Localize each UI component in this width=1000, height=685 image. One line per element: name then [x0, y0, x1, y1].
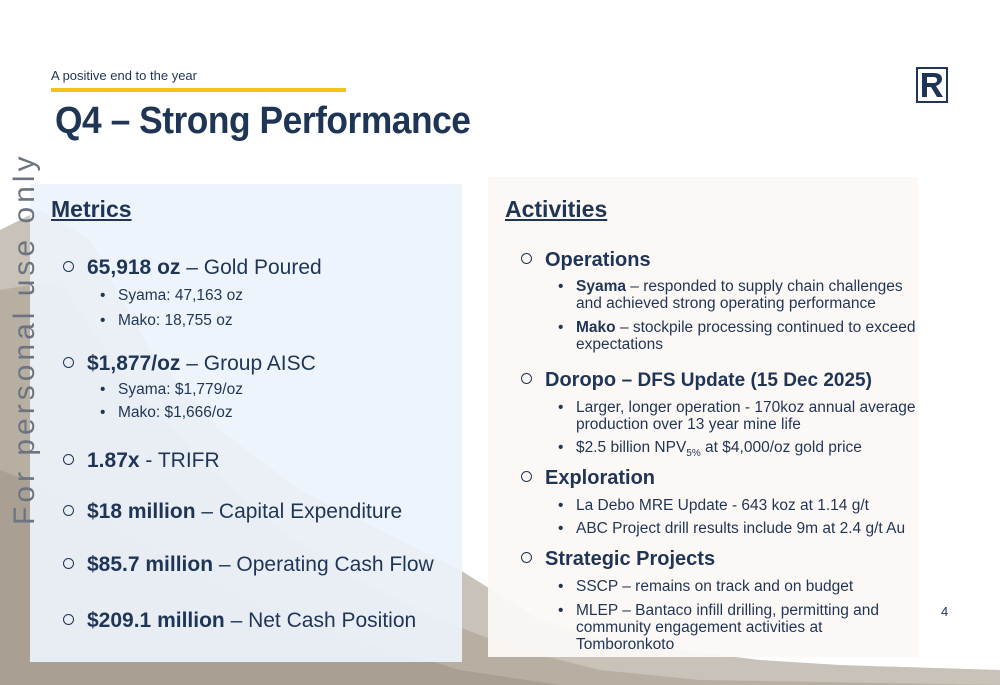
- activity-operations: Operations: [521, 249, 651, 272]
- page-title: Q4 – Strong Performance: [55, 100, 471, 142]
- kicker-underline: [51, 88, 346, 92]
- metric-value: 1.87x: [87, 449, 140, 472]
- doropo-npv-item: • $2.5 billion $NPV_{5\%}$ at $4,000/oz gold price: [558, 439, 862, 460]
- metric-value: $85.7 million: [87, 553, 214, 576]
- metric-label: – Gold Poured: [186, 256, 322, 279]
- metric-operating-cash-flow: [63, 553, 434, 577]
- metrics-heading: Metrics: [51, 196, 132, 222]
- doropo-production-item: • Larger, longer operation - 170koz annual average production over 13 year mine life: [558, 399, 916, 433]
- metric-trifr: [63, 449, 220, 473]
- activity-exploration: Exploration: [521, 467, 655, 490]
- section-kicker: A positive end to the year: [51, 68, 197, 83]
- metric-gold-poured: [63, 256, 322, 280]
- metric-value: $1,877/oz: [87, 352, 181, 375]
- metric-label: - TRIFR: [145, 449, 220, 472]
- metric-group-aisc: [63, 352, 316, 376]
- exploration-abc-item: • ABC Project drill results include 9m at 2.4 g/t Au: [558, 520, 906, 537]
- metric-sub-item: • Mako: $1,666/oz: [100, 404, 233, 421]
- metric-sub-item: • Mako: 18,755 oz: [100, 312, 233, 329]
- metric-label: – Capital Expenditure: [201, 500, 403, 523]
- operations-mako-item: • Mako – stockpile processing continued to exceed expectations: [558, 319, 916, 353]
- circle-bullet-icon: [63, 505, 74, 516]
- exploration-la-debo-item: • La Debo MRE Update - 643 koz at 1.14 g/t: [558, 497, 869, 514]
- metric-label: – Net Cash Position: [230, 609, 417, 632]
- activities-heading: Activities: [505, 196, 608, 222]
- circle-bullet-icon: [63, 261, 74, 272]
- operations-syama-item: • Syama – responded to supply chain challenges and achieved strong operating performance: [558, 278, 903, 312]
- strategic-sscp-item: • SSCP – remains on track and on budget: [558, 578, 854, 595]
- circle-bullet-icon: [63, 614, 74, 625]
- circle-bullet-icon: [63, 558, 74, 569]
- circle-bullet-icon: [63, 454, 74, 465]
- circle-bullet-icon: [521, 471, 532, 482]
- circle-bullet-icon: [521, 552, 532, 563]
- watermark-text: For personal use only: [8, 152, 41, 525]
- metric-sub-item: • Syama: $1,779/oz: [100, 381, 243, 398]
- activity-strategic-projects: Strategic Projects: [521, 548, 715, 571]
- metric-capex: [63, 500, 402, 524]
- metric-value: $209.1 million: [87, 609, 225, 632]
- strategic-mlep-item: • MLEP – Bantaco infill drilling, permitting and community engagement activities at Tomboronkoto: [558, 602, 879, 653]
- metric-net-cash: [63, 609, 416, 633]
- metric-label: – Group AISC: [186, 352, 316, 375]
- company-logo-icon: [916, 67, 948, 103]
- metric-value: $18 million: [87, 500, 196, 523]
- circle-bullet-icon: [63, 357, 74, 368]
- metric-sub-item: • Syama: 47,163 oz: [100, 287, 243, 304]
- metric-value: 65,918 oz: [87, 256, 181, 279]
- page-number: 4: [941, 604, 949, 619]
- activity-doropo: Doropo – DFS Update (15 Dec 2025): [521, 369, 872, 392]
- circle-bullet-icon: [521, 373, 532, 384]
- metric-label: – Operating Cash Flow: [218, 553, 434, 576]
- circle-bullet-icon: [521, 253, 532, 264]
